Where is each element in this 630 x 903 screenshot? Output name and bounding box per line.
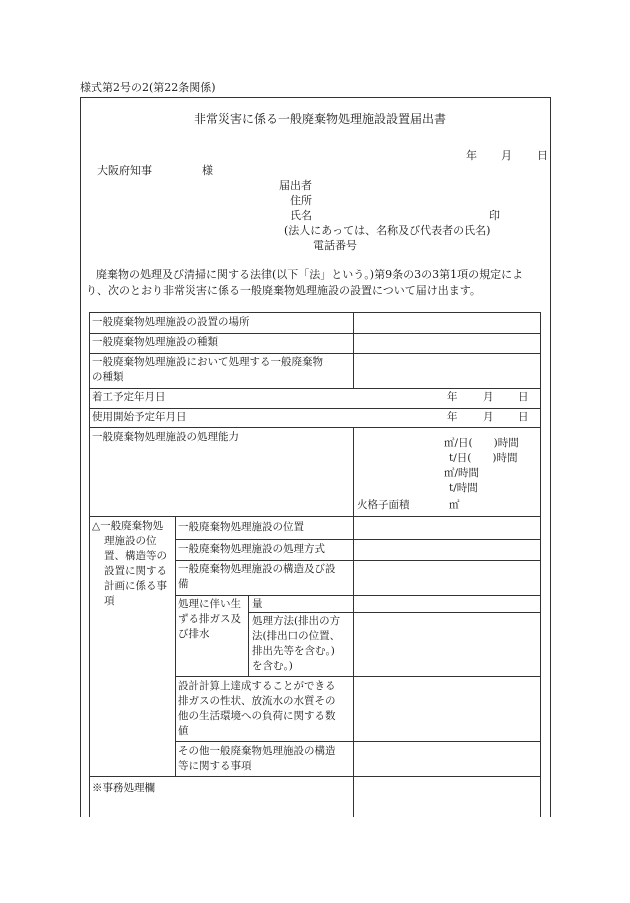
row-start-use-label: 使用開始予定年月日	[92, 411, 187, 423]
row-capacity-label: 一般廃棄物処理施設の処理能力	[92, 431, 239, 443]
capacity-unit-m3-day: ㎥/日( )時間	[444, 437, 519, 449]
exhaust-label-2: ずる排ガス及	[178, 613, 241, 625]
notifier-phone-label: 電話番号	[313, 239, 357, 252]
row-divider	[175, 595, 541, 596]
row-divider	[248, 612, 541, 613]
table-right-border	[540, 312, 541, 817]
use-day: 日	[518, 411, 529, 423]
proc-method-line-4: を含む。)	[252, 660, 293, 672]
use-year: 年	[447, 411, 458, 423]
row-divider	[175, 676, 541, 677]
design-value-line-1: 設計計算上達成することができる	[178, 680, 336, 692]
table-left-border	[89, 312, 90, 817]
row-divider	[89, 427, 541, 428]
table-top-border	[89, 312, 541, 313]
proc-method-line-1: 処理方法(排出の方	[252, 615, 341, 627]
row-divider	[89, 353, 541, 354]
row-divider	[89, 388, 541, 389]
office-use-label: ※事務処理欄	[92, 782, 155, 794]
construction-month: 月	[483, 391, 494, 403]
row-start-construction-label: 着工予定年月日	[92, 391, 166, 403]
row-divider	[89, 776, 541, 777]
row-waste-type-label: 一般廃棄物処理施設において処理する一般廃棄物	[92, 356, 323, 368]
plan-header-line-6: 項	[104, 595, 115, 607]
capacity-unit-t-day: t/日( )時間	[449, 452, 518, 464]
form-number: 様式第2号の2(第22条関係)	[80, 81, 216, 94]
plan-structure-label: 一般廃棄物処理施設の構造及び設	[178, 563, 336, 575]
outer-right-border	[550, 97, 551, 817]
column-divider	[353, 427, 354, 817]
row-divider	[89, 333, 541, 334]
row-type-label: 一般廃棄物処理施設の種類	[92, 336, 218, 348]
addressee-name: 大阪府知事	[97, 164, 152, 177]
exhaust-label-1: 処理に伴い生	[178, 598, 241, 610]
row-waste-type-label-cont: の種類	[92, 371, 124, 383]
date-year: 年	[466, 149, 477, 162]
row-divider	[89, 408, 541, 409]
plan-header-line-5: 計画に係る事	[104, 580, 167, 592]
grate-area-unit: ㎡	[449, 499, 460, 511]
plan-header-line-3: 置、構造等の	[104, 550, 167, 562]
column-divider	[248, 595, 249, 676]
plan-method-label: 一般廃棄物処理施設の処理方式	[178, 543, 325, 555]
proc-method-line-2: 法(排出口の位置、	[252, 630, 341, 642]
row-divider	[175, 539, 541, 540]
seal-mark: 印	[489, 209, 500, 222]
other-matters-line-1: その他一般廃棄物処理施設の構造	[178, 745, 336, 757]
column-divider	[175, 516, 176, 776]
use-month: 月	[483, 411, 494, 423]
intro-line-1: 廃棄物の処理及び清掃に関する法律(以下「法」という。)第9条の3の3第1項の規定によ	[96, 268, 524, 281]
proc-method-line-3: 排出先等を含む。)	[252, 645, 335, 657]
row-divider	[175, 560, 541, 561]
plan-header-line-4: 設置に関する	[104, 565, 167, 577]
plan-position-label: 一般廃棄物処理施設の位置	[178, 521, 304, 533]
notifier-label: 届出者	[279, 179, 312, 192]
plan-header-line-1: △一般廃棄物処	[92, 520, 164, 532]
exhaust-amount-label: 量	[252, 598, 263, 610]
notifier-name-label: 氏名	[290, 209, 312, 222]
date-month: 月	[501, 149, 512, 162]
outer-top-border	[80, 97, 551, 98]
capacity-unit-t-hour: t/時間	[449, 482, 478, 494]
notifier-corporate-note: (法人にあっては、名称及び代表者の氏名)	[284, 224, 491, 237]
construction-year: 年	[447, 391, 458, 403]
outer-left-border	[80, 97, 81, 817]
other-matters-line-2: 等に関する事項	[178, 760, 252, 772]
construction-day: 日	[518, 391, 529, 403]
row-location-label: 一般廃棄物処理施設の設置の場所	[92, 316, 250, 328]
row-divider	[175, 741, 541, 742]
addressee-honorific: 様	[202, 164, 213, 177]
design-value-line-2: 排ガスの性状、放流水の水質その	[178, 695, 336, 707]
row-divider	[89, 516, 541, 517]
intro-line-2: り、次のとおり非常災害に係る一般廃棄物処理施設の設置について届け出ます。	[86, 284, 481, 297]
grate-area-label: 火格子面積	[357, 499, 410, 511]
design-value-line-4: 値	[178, 725, 189, 737]
design-value-line-3: 他の生活環境への負荷に関する数	[178, 710, 336, 722]
notifier-address-label: 住所	[290, 194, 312, 207]
plan-structure-label-cont: 備	[178, 578, 189, 590]
column-divider	[353, 312, 354, 388]
exhaust-label-3: び排水	[178, 628, 210, 640]
date-day: 日	[537, 149, 548, 162]
capacity-unit-m3-hour: ㎥/時間	[444, 467, 480, 479]
document-title: 非常災害に係る一般廃棄物処理施設設置届出書	[194, 112, 447, 126]
plan-header-line-2: 理施設の位	[104, 535, 157, 547]
